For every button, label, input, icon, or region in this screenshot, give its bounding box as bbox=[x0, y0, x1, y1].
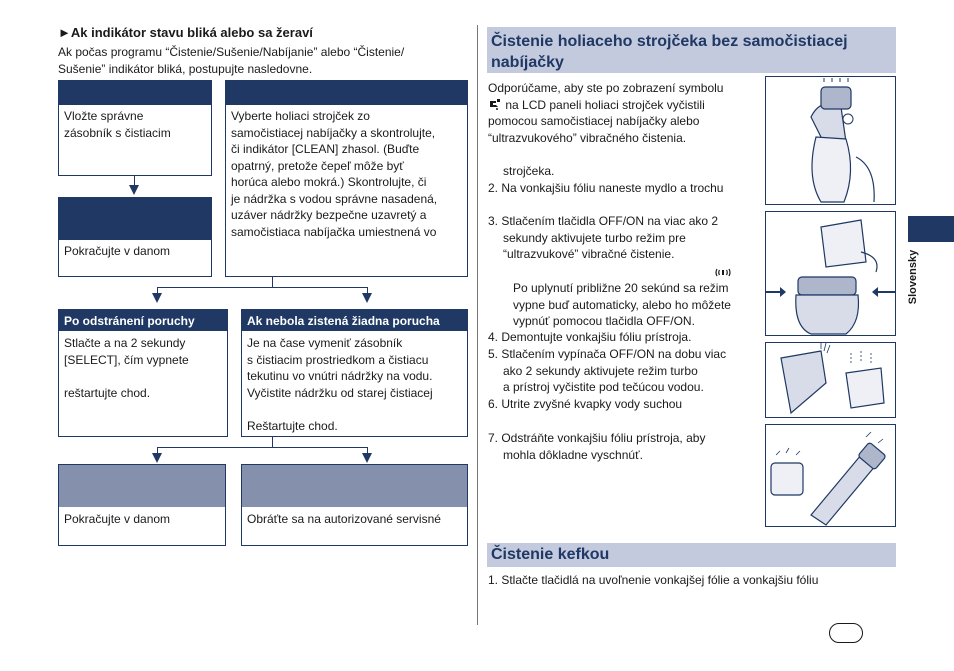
flow-box-6-header bbox=[59, 465, 225, 507]
intro-paragraph bbox=[488, 80, 763, 146]
left-heading-text: Ak indikátor stavu bliká alebo sa žeraví bbox=[70, 25, 313, 40]
triangle-marker-icon: ► bbox=[58, 25, 71, 40]
arrow-down-icon bbox=[362, 453, 372, 463]
box1-line: Vložte správne bbox=[64, 109, 144, 123]
flow-box-5 bbox=[241, 309, 468, 437]
flow-box-2 bbox=[225, 80, 468, 277]
flow-box-5-title: Ak nebola zistená žiadna porucha bbox=[247, 314, 440, 328]
step3-line: “ultrazvukové” vibračné čistenie. bbox=[503, 247, 675, 261]
flow-box-4-title: Po odstránení poruchy bbox=[64, 314, 195, 328]
note-line: Po uplynutí približne 20 sekúnd sa režim bbox=[513, 281, 729, 295]
arrow-down-icon bbox=[129, 185, 139, 195]
note-line: vypne buď automaticky, alebo ho môžete bbox=[513, 297, 731, 312]
box2-line: či indikátor [CLEAN] zhasol. (Buďte bbox=[231, 142, 420, 156]
illustration-dry bbox=[765, 424, 896, 527]
step-7 bbox=[488, 430, 705, 463]
box5-line: Vyčistite nádržku od starej čistiacej bbox=[247, 385, 433, 400]
step3-line: sekundy aktivujete turbo režim pre bbox=[503, 230, 686, 245]
section-title-cleaning-without-charger bbox=[487, 27, 896, 73]
side-tab-language: Slovensky bbox=[907, 249, 919, 305]
box4-line: [SELECT], čím vypnete bbox=[64, 352, 189, 367]
step-1-continuation: strojčeka. bbox=[503, 164, 555, 178]
flow-box-4-header bbox=[59, 310, 227, 331]
box4-line: reštartujte chod. bbox=[64, 385, 151, 400]
flow-box-6-text: Pokračujte v danom bbox=[64, 512, 171, 526]
illustration-rinse bbox=[765, 342, 896, 418]
box2-line: opatrný, pretože čepeľ môže byť bbox=[231, 158, 404, 173]
illustration-shaver-soap bbox=[765, 76, 896, 205]
flow-box-1-text bbox=[64, 108, 207, 141]
flow-box-3-header bbox=[59, 198, 211, 240]
step-5 bbox=[488, 346, 726, 396]
intro-line: “ultrazvukového” vibračného čistenia. bbox=[488, 130, 687, 145]
box2-line: samočistiaca nabíjačka umiestnená vo bbox=[231, 224, 437, 239]
flow-box-3-text: Pokračujte v danom bbox=[64, 244, 171, 258]
left-intro-line1: Ak počas programu “Čistenie/Sušenie/Nabíjanie” alebo “Čistenie/ bbox=[58, 45, 405, 59]
left-intro-line2: Sušenie” indikátor bliká, postupujte nasledovne. bbox=[58, 62, 313, 76]
connector-line bbox=[272, 277, 273, 287]
step-4: 4. Demontujte vonkajšiu fóliu prístroja. bbox=[488, 330, 692, 344]
flow-box-2-text bbox=[231, 108, 463, 240]
side-tab-accent bbox=[908, 216, 954, 242]
flow-box-4 bbox=[58, 309, 228, 437]
faucet-icon bbox=[488, 98, 502, 110]
brush-step-1: 1. Stlačte tlačidlá na uvoľnenie vonkajšej fólie a vonkajšiu fóliu bbox=[488, 573, 819, 587]
box2-line: uzáver nádržky bezpečne uzavretý a bbox=[231, 208, 427, 222]
box2-line: je nádržka s vodou správne nasadená, bbox=[231, 191, 438, 206]
box5-line bbox=[247, 401, 463, 418]
box4-line bbox=[64, 368, 223, 385]
note-line: vypnúť pomocou tlačidla OFF/ON. bbox=[513, 314, 695, 328]
box5-line: Reštartujte chod. bbox=[247, 418, 338, 433]
box2-line: horúca alebo mokrá.) Skontrolujte, či bbox=[231, 175, 427, 189]
flow-box-4-text bbox=[64, 335, 223, 401]
connector-line bbox=[157, 447, 367, 448]
step5-line: ako 2 sekundy aktivujete režim turbo bbox=[503, 363, 698, 378]
flow-box-6 bbox=[58, 464, 226, 546]
box5-line: s čistiacim prostriedkom a čistiacu bbox=[247, 352, 429, 367]
left-heading bbox=[58, 25, 313, 40]
intro-line: pomocou samočistiacej nabíjačky alebo bbox=[488, 114, 700, 128]
step-3-note bbox=[513, 280, 731, 330]
box2-line: samočistiacej nabíjačky a skontrolujte, bbox=[231, 125, 436, 140]
flow-box-5-text bbox=[247, 335, 463, 434]
connector-line bbox=[272, 437, 273, 447]
flow-box-7-text: Obráťte sa na autorizované servisné bbox=[247, 512, 441, 526]
step7-line: mohla dôkladne vyschnúť. bbox=[503, 447, 643, 462]
intro-line-with-icon bbox=[488, 97, 763, 114]
intro-line: na LCD paneli holiaci strojček vyčistili bbox=[502, 97, 705, 112]
step3-line: 3. Stlačením tlačidla OFF/ON na viac ako 2 bbox=[488, 214, 719, 228]
section-title-brush-cleaning: Čistenie kefkou bbox=[487, 543, 896, 567]
flow-box-7-header bbox=[242, 465, 467, 507]
arrow-down-icon bbox=[362, 293, 372, 303]
step5-line: 5. Stlačením vypínača OFF/ON na dobu viac bbox=[488, 347, 727, 361]
box4-line: Stlačte a na 2 sekundy bbox=[64, 336, 186, 350]
box1-line: zásobník s čistiacim bbox=[64, 125, 171, 140]
section1-title-line: Čistenie holiaceho strojčeka bez samočistiacej bbox=[491, 33, 848, 50]
step-2: 2. Na vonkajšiu fóliu naneste mydlo a trochu bbox=[488, 181, 724, 195]
box5-line: Je na čase vymeniť zásobník bbox=[247, 336, 403, 350]
flow-box-1-header bbox=[59, 81, 211, 105]
box2-line: Vyberte holiaci strojček zo bbox=[231, 109, 370, 123]
flow-box-1 bbox=[58, 80, 212, 176]
intro-line: Odporúčame, aby ste po zobrazení symbolu bbox=[488, 81, 724, 95]
step5-line: a prístroj vyčistite pod tečúcou vodou. bbox=[503, 380, 704, 394]
step-3 bbox=[488, 213, 718, 263]
step-6: 6. Utrite zvyšné kvapky vody suchou bbox=[488, 397, 683, 411]
flow-box-5-header bbox=[242, 310, 467, 331]
flow-box-3 bbox=[58, 197, 212, 277]
flow-box-7 bbox=[241, 464, 468, 546]
section1-title-line: nabíjačky bbox=[491, 54, 564, 71]
flow-box-2-header bbox=[226, 81, 467, 105]
arrow-down-icon bbox=[152, 293, 162, 303]
step7-line: 7. Odstráňte vonkajšiu fóliu prístroja, aby bbox=[488, 431, 706, 445]
illustration-foil-press bbox=[765, 211, 896, 336]
ultrasonic-icon bbox=[714, 265, 732, 276]
connector-line bbox=[157, 287, 367, 288]
page-number-oval bbox=[829, 623, 863, 643]
box5-line: tekutinu vo vnútri nádržky na vodu. bbox=[247, 369, 433, 383]
column-divider bbox=[477, 25, 478, 625]
arrow-down-icon bbox=[152, 453, 162, 463]
